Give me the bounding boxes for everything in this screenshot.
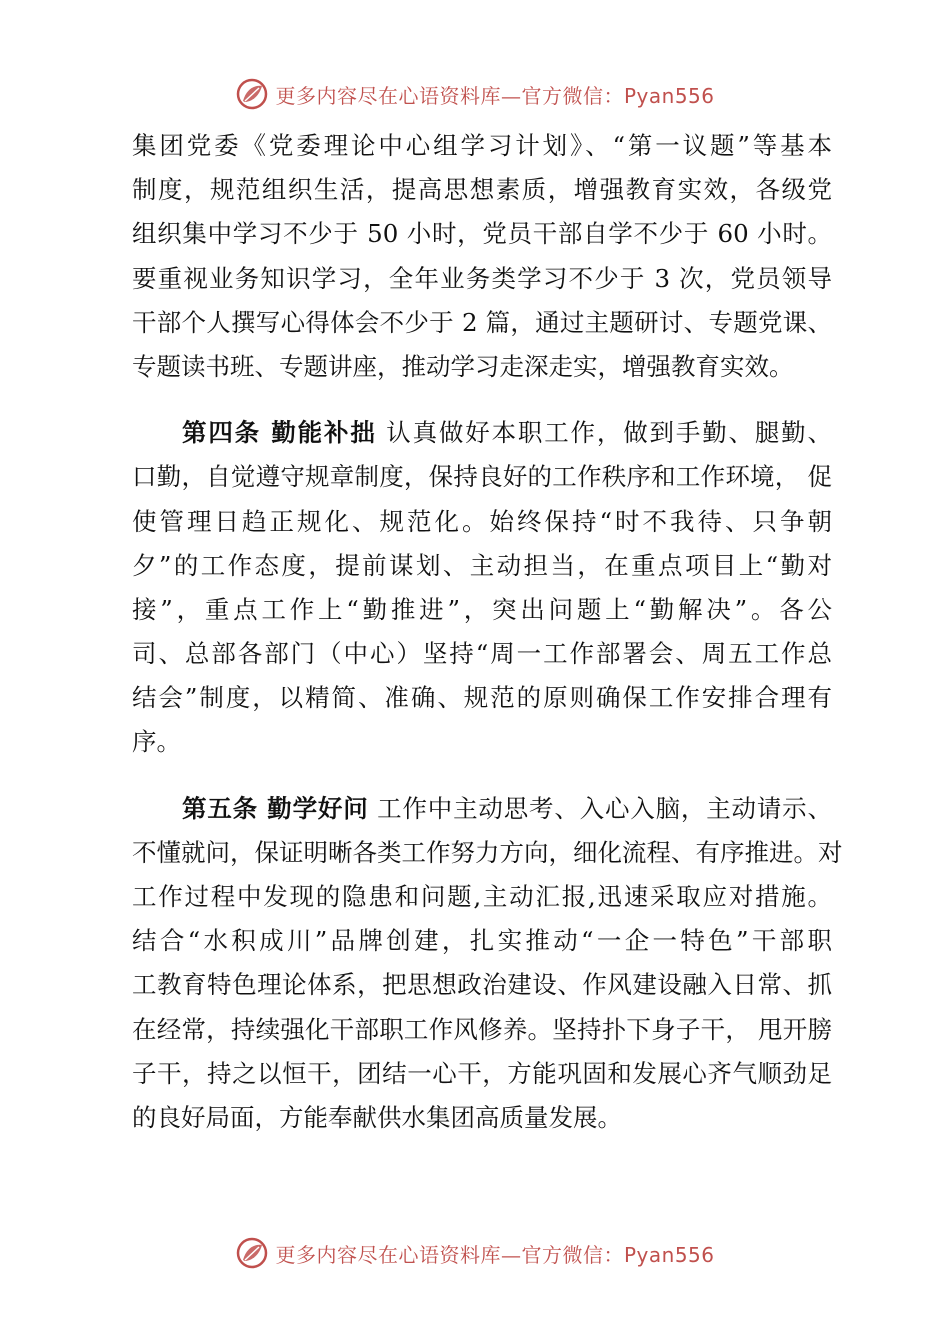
article-4 — [132, 411, 832, 765]
text-line: 在经常，持续强化干部职工作风修养。坚持扑下身子干， 甩开膀 — [132, 1014, 832, 1044]
text-line: 工教育特色理论体系，把思想政治建设、作风建设融入日常、抓 — [132, 970, 832, 1000]
article-5-first-line: 第五条 勤学好问 工作中主动思考、入心入脑，主动请示、 — [182, 793, 832, 823]
header-banner — [0, 74, 950, 114]
footer-banner-text: 更多内容尽在心语资料库—官方微信：Pyan556 — [275, 1242, 715, 1267]
text-line: 组织集中学习不少于 50 小时，党员干部自学不少于 60 小时。 — [132, 219, 832, 249]
text-line: 要重视业务知识学习，全年业务类学习不少于 3 次，党员领导 — [132, 263, 832, 293]
text-line: 结会”制度，以精简、准确、规范的原则确保工作安排合理有 — [132, 683, 832, 713]
article-4-first-line: 第四条 勤能补拙 认真做好本职工作，做到手勤、腿勤、 — [182, 418, 832, 448]
text-line: 集团党委《党委理论中心组学习计划》、“第一议题”等基本 — [132, 131, 832, 160]
text-line: 专题读书班、专题讲座，推动学习走深走实，增强教育实效。 — [132, 351, 794, 381]
text-line: 夕”的工作态度，提前谋划、主动担当，在重点项目上“勤对 — [132, 550, 832, 580]
text-line: 结合“水积成川”品牌创建，扎实推动“一企一特色”干部职 — [132, 926, 832, 956]
header-banner-text: 更多内容尽在心语资料库—官方微信：Pyan556 — [275, 83, 715, 108]
document-body — [132, 124, 843, 1140]
text-line: 子干，持之以恒干，团结一心干，方能巩固和发展心齐气顺劲足 — [132, 1058, 832, 1088]
text-line: 使管理日趋正规化、规范化。始终保持“时不我待、只争朝 — [132, 506, 832, 536]
article-5-heading: 第五条 勤学好问 — [182, 793, 369, 823]
article-5 — [132, 787, 843, 1141]
text-line: 不懂就问，保证明晰各类工作努力方向，细化流程、有序推进。对 — [132, 837, 843, 867]
text-line: 序。 — [132, 727, 181, 757]
text-line: 口勤，自觉遵守规章制度，保持良好的工作秩序和工作环境， 促 — [132, 462, 832, 492]
paragraph-1 — [132, 124, 832, 389]
text-line: 的良好局面，方能奉献供水集团高质量发展。 — [132, 1102, 622, 1132]
text-line: 司、总部各部门（中心）坚持“周一工作部署会、周五工作总 — [132, 639, 832, 669]
footer-banner — [0, 1233, 950, 1273]
leaf-logo-icon — [235, 77, 269, 111]
article-4-heading: 第四条 勤能补拙 — [182, 418, 377, 448]
text-line: 干部个人撰写心得体会不少于 2 篇，通过主题研讨、专题党课、 — [132, 307, 832, 337]
leaf-logo-icon — [235, 1236, 269, 1270]
text-line: 工作过程中发现的隐患和问题,主动汇报,迅速采取应对措施。 — [132, 882, 832, 911]
text-line: 制度，规范组织生活，提高思想素质，增强教育实效，各级党 — [132, 175, 832, 205]
text-line: 接”，重点工作上“勤推进”，突出问题上“勤解决”。各公 — [132, 594, 832, 624]
